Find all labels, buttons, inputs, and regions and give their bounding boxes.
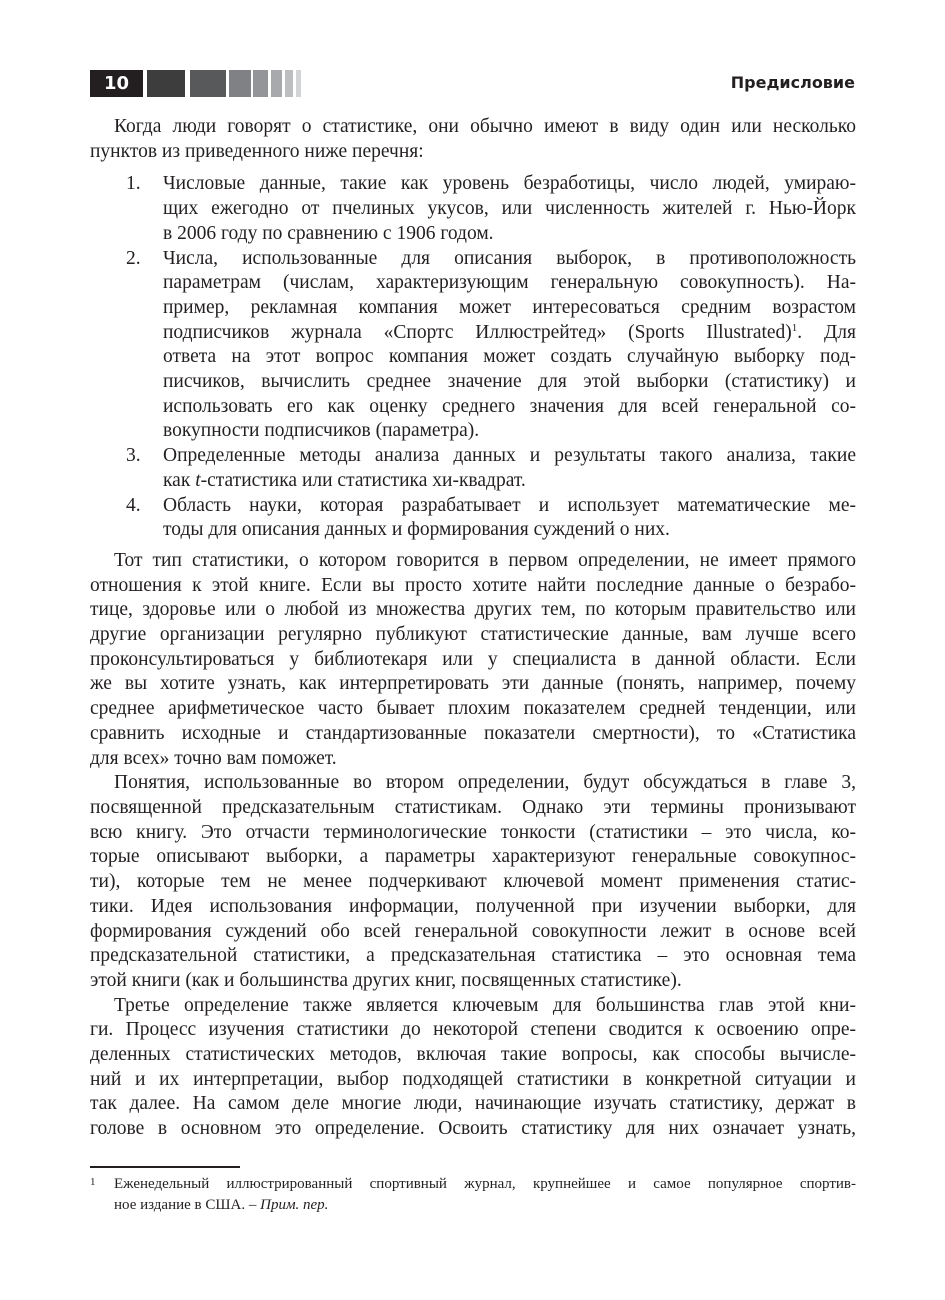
numbered-list [90, 172, 856, 543]
list-number: 2. [126, 247, 141, 269]
footnote-mark: 1 [90, 1176, 96, 1188]
body-paragraphs [90, 549, 856, 1142]
text-line: вокупности подписчиков (параметра). [163, 420, 480, 442]
footnote-divider [90, 1166, 240, 1168]
text-segment: -статистика или статистика хи-квадрат. [200, 469, 526, 491]
header-bar-block [190, 70, 226, 97]
list-item [90, 247, 856, 445]
text-line: так далее. На самом деле многие люди, начинающие изучать статистику, держат в [90, 1093, 856, 1115]
text-line: отношения к этой книге. Если вы просто хотите найти последние данные о безрабо- [90, 574, 856, 596]
text-line: тики. Идея использования информации, полученной при изучении выборки, для [90, 895, 856, 917]
list-number: 4. [126, 494, 141, 516]
text-line: Понятия, использованные во втором определении, будут обсуждаться в главе 3, [114, 772, 856, 794]
page-body [90, 115, 856, 1142]
text-segment: . Для [797, 321, 856, 343]
page-number: 10 [90, 70, 143, 97]
text-segment: как [163, 469, 196, 491]
text-line: Тот тип статистики, о котором говорится в первом определении, не имеет прямого [114, 549, 856, 571]
text-line: пример, рекламная компания может интересоваться средним возрастом [163, 296, 856, 318]
header-bar-block [147, 70, 185, 97]
footnote-reference: 1 [791, 321, 798, 334]
text-line: параметрам (числам, характеризующим генеральную совокупность). На- [163, 272, 856, 294]
text-segment: подписчиков журнала «Спортс Иллюстрейтед» (Sports Illustrated) [163, 321, 792, 343]
text-line: ти), которые тем не менее подчеркивают ключевой момент применения статис- [90, 871, 856, 893]
text-line: для всех» точно вам поможет. [90, 747, 337, 769]
header-bar-block [271, 70, 282, 97]
text-line: деленных статистических методов, включая такие вопросы, как способы вычисле- [90, 1044, 856, 1066]
text-line: тоды для описания данных и формирования суждений о них. [163, 519, 670, 541]
text-line: Когда люди говорят о статистике, они обычно имеют в виду один или несколько [114, 116, 856, 137]
text-line: же вы хотите узнать, как интерпретировать эти данные (понять, например, почему [90, 673, 856, 695]
text-line: Числовые данные, такие как уровень безработицы, число людей, умираю- [163, 173, 856, 195]
text-line: предсказательной статистики, а предсказательная статистика – это основная тема [90, 945, 856, 967]
text-line: голове в основном это определение. Освоить статистику для них означает узнать, [90, 1118, 856, 1140]
text-line [163, 321, 856, 346]
header-bar-block [253, 70, 268, 97]
text-line: пунктов из приведенного ниже перечня: [90, 140, 424, 162]
text-line: торые описывают выборки, а параметры характеризуют генеральные совокупнос- [90, 846, 856, 868]
list-item [90, 494, 856, 543]
text-line: Третье определение также является ключевым для большинства глав этой кни- [114, 994, 856, 1016]
text-line: Еженедельный иллюстрированный спортивный журнал, крупнейшее и самое популярное спортив- [114, 1176, 856, 1192]
list-item [90, 172, 856, 246]
text-line: писчиков, вычислить среднее значение для этой выборки (статистику) и [163, 371, 856, 393]
text-line: Числа, использованные для описания выборок, в противоположность [163, 247, 856, 269]
text-segment: ное издание в США. – [114, 1197, 261, 1213]
text-line: формирования суждений обо всей генеральной совокупности лежит в основе всей [90, 920, 856, 942]
list-number: 1. [126, 173, 141, 195]
text-line: сравнить исходные и стандартизованные показатели смертности), то «Статистика [90, 722, 856, 744]
text-line: щих ежегодно от пчелиных укусов, или численность жителей г. Нью-Йорк [163, 198, 856, 220]
header-bar-block [229, 70, 251, 97]
paragraph [90, 994, 856, 1142]
text-line: всю книгу. Это отчасти терминологические тонкости (статистики – это числа, ко- [90, 821, 856, 843]
paragraph [90, 771, 856, 993]
list-number: 3. [126, 445, 141, 467]
text-line: ги. Процесс изучения статистики до некоторой степени сводится к освоению опре- [90, 1019, 856, 1041]
text-line: тице, здоровье или о любой из множества других тем, по которым правительство или [90, 599, 856, 621]
text-line [163, 469, 856, 494]
text-line: этой книги (как и большинства других книг, посвященных статистике). [90, 969, 682, 991]
header-bar-block [296, 70, 301, 97]
text-line: использовать его как оценку среднего значения для всей генеральной со- [163, 395, 856, 417]
list-item [90, 444, 856, 493]
text-segment: t [195, 469, 201, 491]
text-line: Область науки, которая разрабатывает и использует математические ме- [163, 494, 856, 516]
text-line: ний и их интерпретации, выбор подходящей статистики в конкретной ситуации и [90, 1068, 856, 1090]
text-segment: Прим. пер. [260, 1197, 329, 1213]
text-line [114, 1195, 856, 1216]
text-line: в 2006 году по сравнению с 1906 годом. [163, 222, 494, 244]
text-line: другие организации регулярно публикуют статистические данные, вам лучше всего [90, 624, 856, 646]
text-line: посвященной предсказательным статистикам. Однако эти термины пронизывают [90, 796, 856, 818]
intro-paragraph [90, 115, 856, 164]
paragraph [90, 549, 856, 771]
section-title: Предисловие [730, 73, 855, 92]
text-line: среднее арифметическое часто бывает плохим показателем средней тенденции, или [90, 698, 856, 720]
footnote [90, 1174, 856, 1216]
text-line: ответа на этот вопрос компания может создать случайную выборку под- [163, 346, 856, 368]
footnote-text [114, 1174, 856, 1216]
header-bar-block [285, 70, 293, 97]
text-line: проконсультироваться у библиотекаря или у специалиста в данной области. Если [90, 648, 856, 670]
text-line: Определенные методы анализа данных и результаты такого анализа, такие [163, 445, 856, 467]
